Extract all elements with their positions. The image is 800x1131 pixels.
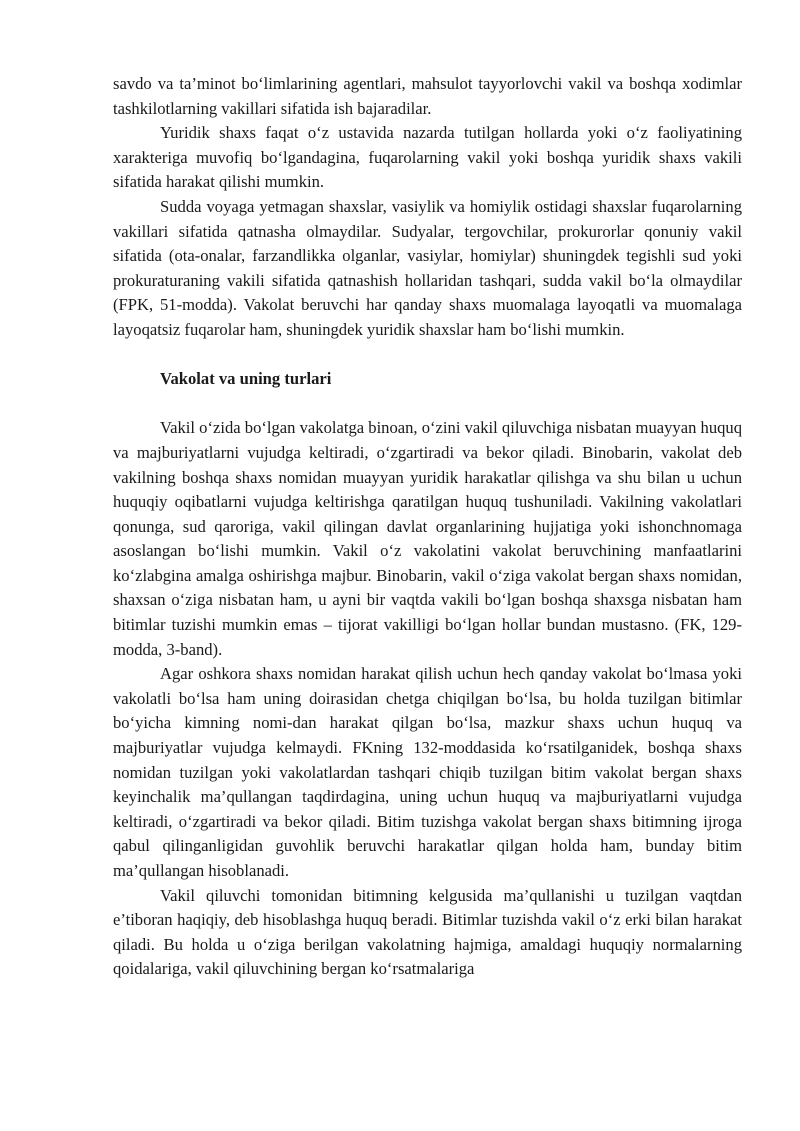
paragraph-legal-entity: Yuridik shaxs faqat o‘z ustavida nazarda tutilgan hollarda yoki o‘z faoliyatining xarakteriga muvofiq bo‘lgandagina, fuqarolarning vakil yoki boshqa yuridik shaxs vakili sifatida harakat qilishi mumkin. [113,123,742,192]
paragraph-authority-definition: Vakil o‘zida bo‘lgan vakolatga binoan, o‘zini vakil qiluvchiga nisbatan muayyan huquq va majburiyatlarni vujudga keltiradi, o‘zgartiradi va bekor qiladi. Binobarin, vakolat deb vakilning boshqa shaxs nomidan muayyan yuridik harakatlar qilishga va shu bilan u uchun huquqiy oqibatlarni vujudga keltirishga qaratilgan huquq tushuniladi. Vakilning vakolatlari qonunga, sud qaroriga, vakil qilingan davlat organlarining hujjatiga yoki ishonchnomaga asoslangan bo‘lishi mumkin. Vakil o‘z vakolatini vakolat beruvchining manfaatlarini ko‘zlabgina amalga oshirishga majbur. Binobarin, vakil o‘ziga vakolat bergan shaxs nomidan, shaxsan o‘ziga nisbatan ham, u ayni bir vaqtda vakili bo‘lgan boshqa shaxsga nisbatan ham bitimlar tuzishi mumkin emas – tijorat vakilligi bo‘lgan hollar bundan mustasno. (FK, 129-modda, 3-band). [113,418,743,659]
paragraph-continuation: savdo va ta’minot bo‘limlarining agentlari, mahsulot tayyorlovchi vakil va boshqa xodimlar tashkilotlarning vakillari sifatida ish bajaradilar. [113,74,742,118]
paragraph-ratification: Vakil qiluvchi tomonidan bitimning kelgusida ma’qullanishi u tuzilgan vaqtdan e’tiboran haqiqiy, deb hisoblashga huquq beradi. Bitimlar tuzishda vakil o‘z erki bilan harakat qiladi. Bu holda u o‘ziga berilgan vakolatning hajmiga, amaldagi huquqiy normalarning qoidalariga, vakil qiluvchining bergan ko‘rsatmalariga [113,885,742,979]
paragraph-unauthorized-acts: Agar oshkora shaxs nomidan harakat qilish uchun hech qanday vakolat bo‘lmasa yoki vakolatli bo‘lsa ham uning doirasidan chetga chiqilgan bo‘lsa, bu holda tuzilgan bitimlar bo‘yicha kimning nomi-dan harakat qilgan bo‘lsa, mazkur shaxs uchun huquq va majburiyatlar vujudga kelmaydi. FKning 132-moddasida ko‘rsatilganidek, boshqa shaxs nomidan tuzilgan yoki vakolatlardan tashqari chiqib tuzilgan bitim vakolat bergan shaxs keyinchalik ma’qullangan taqdirdagina, uning uchun huquq va majburiyatlarni vujudga keltiradi, o‘zgartiradi va bekor qiladi. Bitim tuzishga vakolat bergan shaxs bitimning ijroga qabul qilinganligidan guvohlik beruvchi harakatlar qilgan holda ham, bunday bitim ma’qullangan hisoblanadi. [113,664,742,880]
document-page [113,72,742,982]
section-heading: Vakolat va uning turlari [160,369,332,389]
paragraph-court-representation: Sudda voyaga yetmagan shaxslar, vasiylik va homiylik ostidagi shaxslar fuqarolarning vakillari sifatida qatnasha olmaydilar. Sudyalar, tergovchilar, prokurorlar qonuniy vakil sifatida (ota-onalar, farzandlikka olganlar, vasiylar, homiylar) shuningdek tegishli sud yoki prokuraturaning vakili sifatida qatnashish hollaridan tashqari, sudda vakil bo‘la olmaydilar (FPK, 51-modda). Vakolat beruvchi har qanday shaxs muomalaga layoqatli va muomalaga layoqatsiz fuqarolar ham, shuningdek yuridik shaxslar ham bo‘lishi mumkin. [113,196,742,339]
